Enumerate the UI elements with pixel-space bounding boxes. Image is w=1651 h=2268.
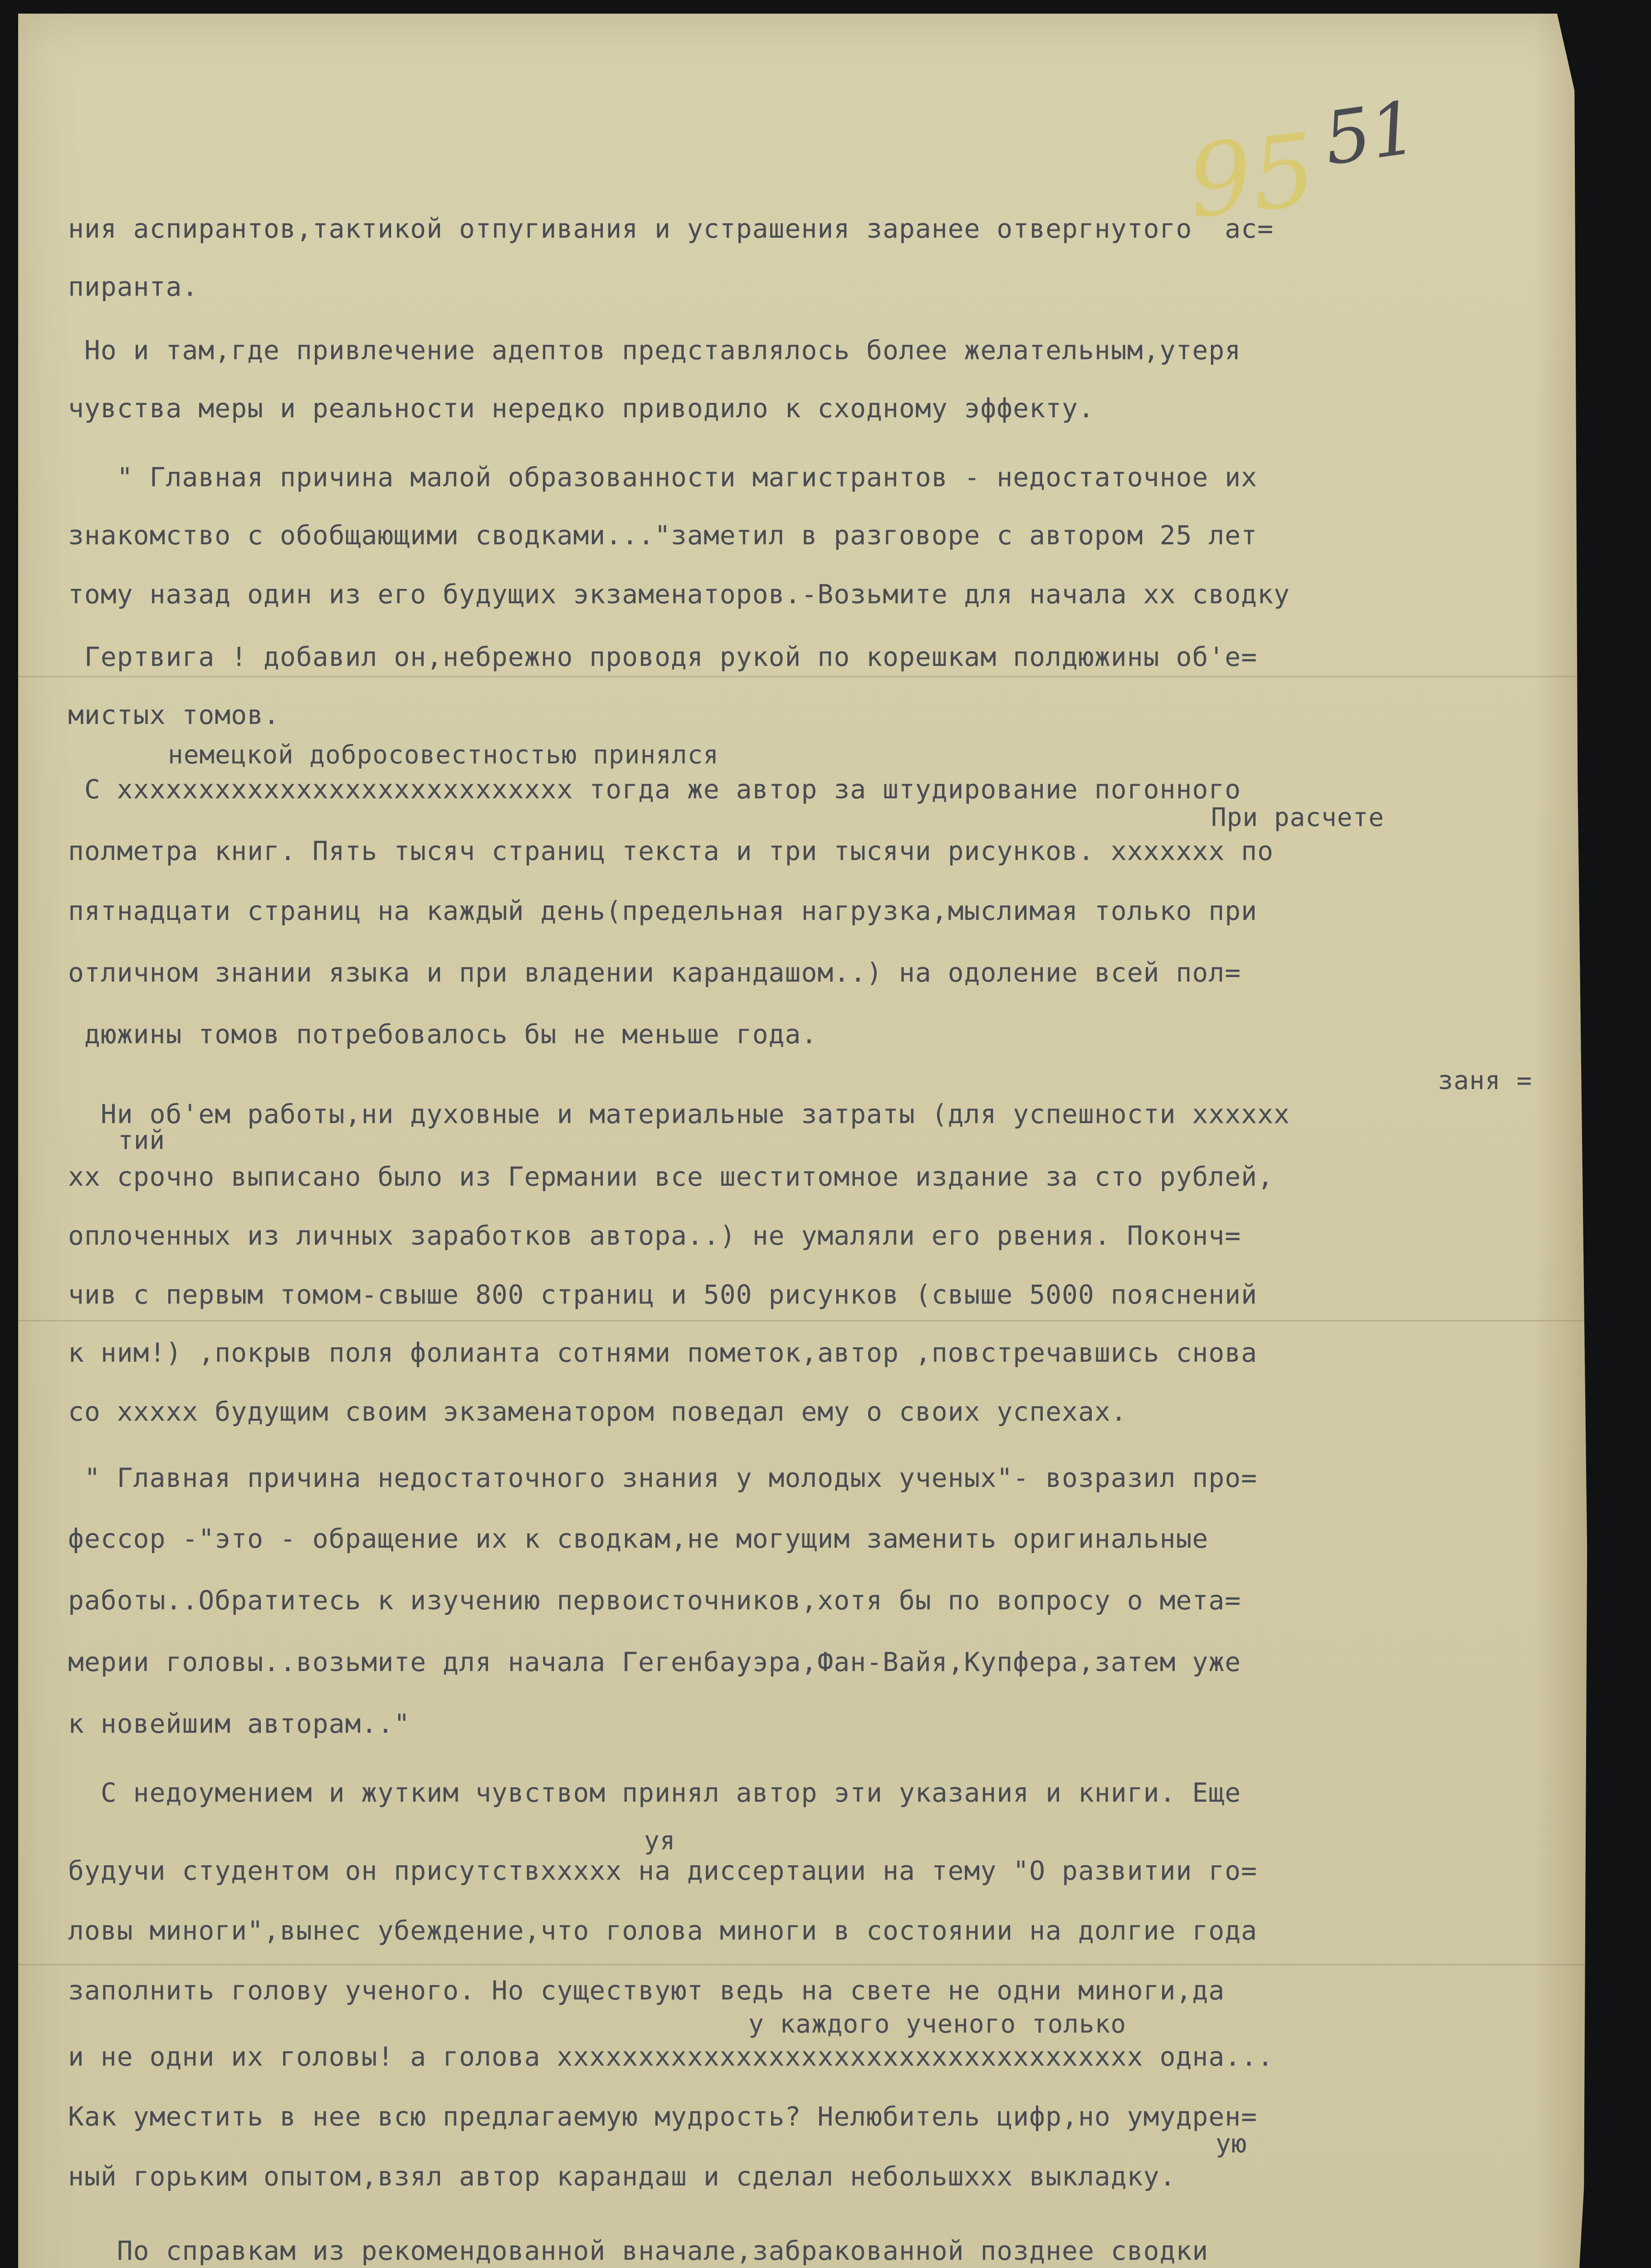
- interlinear-insertion: заня =: [1438, 1066, 1533, 1095]
- text-line: к ним!) ,покрыв поля фолианта сотнями пометок,автор ,повстречавшись снова: [68, 1337, 1258, 1368]
- interlinear-insertion: у каждого ученого только: [748, 2009, 1127, 2039]
- page-crease: [18, 676, 1597, 677]
- interlinear-insertion: тий: [118, 1126, 166, 1155]
- text-line: тому назад один из его будущих экзаменаторов.-Возьмите для начала хх сводку: [68, 579, 1290, 610]
- text-line: Но и там,где привлечение адептов представлялось более желательным,утеря: [68, 335, 1241, 366]
- page-crease: [18, 1964, 1597, 1965]
- text-line: со ххххх будущим своим экзаменатором поведал ему о своих успехах.: [68, 1396, 1127, 1427]
- text-line: Ни об'ем работы,ни духовные и материальные затраты (для успешности хххххх: [68, 1099, 1290, 1129]
- text-line: и не одни их головы! а голова хххххххххххххххххххххххххххххххххххх одна...: [68, 2041, 1274, 2072]
- interlinear-insertion: ую: [1216, 2129, 1247, 2159]
- text-line: ный горьким опытом,взял автор карандаш и сделал небольшххх выкладку.: [68, 2161, 1176, 2192]
- text-line: фессор -"это - обращение их к сводкам,не могущим заменить оригинальные: [68, 1523, 1209, 1554]
- page-edge-shadow: [1533, 14, 1597, 2268]
- interlinear-insertion: При расчете: [1211, 803, 1384, 832]
- text-line: чив с первым томом-свыше 800 страниц и 500 рисунков (свыше 5000 пояснений: [68, 1279, 1258, 1310]
- text-line: " Главная причина малой образованности магистрантов - недостаточное их: [68, 462, 1258, 493]
- text-line: ловы миноги",вынес убеждение,что голова миноги в состоянии на долгие года: [68, 1915, 1258, 1946]
- pencil-mark: 95: [1182, 112, 1321, 240]
- text-line: С недоумением и жутким чувством принял автор эти указания и книги. Еще: [68, 1777, 1241, 1808]
- text-line: " Главная причина недостаточного знания у молодых ученых"- возразил про=: [68, 1462, 1258, 1493]
- folio-number: 51: [1319, 84, 1422, 182]
- interlinear-insertion: уя: [644, 1826, 676, 1856]
- text-line: дюжины томов потребовалось бы не меньше года.: [68, 1019, 818, 1050]
- text-line: Гертвига ! добавил он,небрежно проводя рукой по корешкам полдюжины об'е=: [68, 641, 1258, 672]
- text-line: отличном знании языка и при владении карандашом..) на одоление всей пол=: [68, 957, 1241, 988]
- text-line: будучи студентом он присутствххххх на диссертации на тему "О развитии го=: [68, 1855, 1258, 1886]
- text-line: работы..Обратитесь к изучению первоисточников,хотя бы по вопросу о мета=: [68, 1585, 1241, 1616]
- text-line: к новейшим авторам..": [68, 1708, 410, 1739]
- text-line: оплоченных из личных заработков автора..) не умаляли его рвения. Поконч=: [68, 1220, 1241, 1251]
- text-line: заполнить голову ученого. Но существуют ведь на свете не одни миноги,да: [68, 1975, 1225, 2006]
- text-line: С хххххххххххххххххххххххххххх тогда же автор за штудирование погонного: [68, 774, 1241, 805]
- text-line: чувства меры и реальности нередко приводило к сходному эффекту.: [68, 393, 1094, 424]
- text-line: ния аспирантов,тактикой отпугивания и устрашения заранее отвергнутого ас=: [68, 213, 1274, 244]
- text-line: пятнадцати страниц на каждый день(предельная нагрузка,мыслимая только при: [68, 895, 1258, 926]
- text-line: хх срочно выписано было из Германии все шеститомное издание за сто рублей,: [68, 1161, 1274, 1192]
- text-line: мерии головы..возьмите для начала Гегенбауэра,Фан-Вайя,Купфера,затем уже: [68, 1647, 1241, 1677]
- text-line: знакомство с обобщающими сводками..."заметил в разговоре с автором 25 лет: [68, 520, 1258, 551]
- text-line: Как уместить в нее всю предлагаемую мудрость? Нелюбитель цифр,но умудрен=: [68, 2101, 1258, 2132]
- text-line: пиранта.: [68, 271, 199, 302]
- text-line: По справкам из рекомендованной вначале,забракованной позднее сводки: [68, 2235, 1209, 2266]
- text-line: мистых томов.: [68, 699, 280, 730]
- interlinear-insertion: немецкой добросовестностью принялся: [168, 740, 719, 770]
- page-crease: [18, 1320, 1597, 1321]
- text-line: полметра книг. Пять тысяч страниц текста и три тысячи рисунков. ххххххх по: [68, 836, 1274, 866]
